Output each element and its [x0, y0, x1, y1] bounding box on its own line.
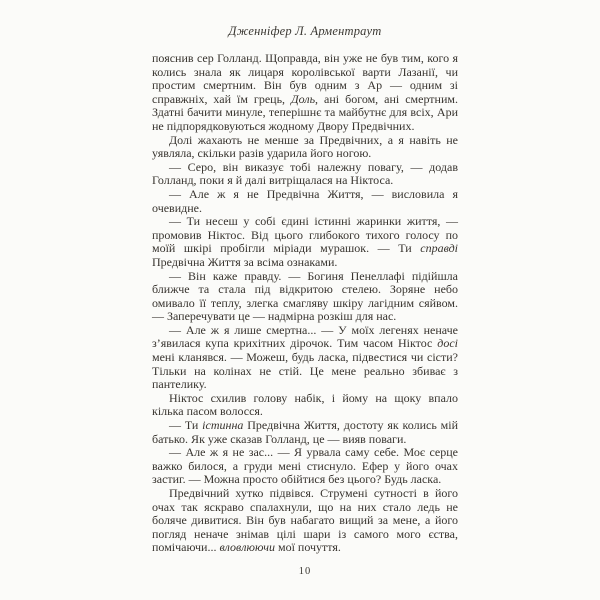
text-run: мені кланявся. — Можеш, будь ласка, підвестися чи сісти? Тільки на колінах не стій. Це мене реально збиває з пантелику.: [152, 350, 458, 392]
paragraph: [152, 446, 458, 487]
paragraph: [152, 487, 458, 555]
paragraph: [152, 419, 458, 446]
text-run: — Серо, він виказує тобі належну повагу, — додав Голланд, поки я й далі витріщалася на Ніктоса.: [152, 159, 458, 188]
text-run: мої почуття.: [274, 540, 341, 555]
italic-text-run: вловлюючи: [219, 540, 275, 555]
paragraph: [152, 392, 458, 419]
text-run: пояснив сер Голланд. Щоправда, він уже не був тим, кого я колись знала як лицаря королівської варти Лазанії, чи простим смертним. Він був одним з Ар — одним зі справжніх, хай їм грець,: [152, 51, 458, 106]
italic-text-run: справді: [420, 241, 458, 256]
paragraph: [152, 188, 458, 215]
text-run: Предвічний хутко підвівся. Струмені сутності в його очах так яскраво спалахнули, що на них стало ледь не боляче дивитися. Він був набагато вищий за мене, а його погляд неначе знімав цілі шари із самого мого єства, помічаючи...: [152, 486, 458, 555]
page-number: 10: [298, 566, 312, 577]
paragraph: [152, 215, 458, 269]
text-run: — Але ж я не зас... — Я урвала саму себе. Моє серце важко билося, а груди мені стиснуло. Ефер у його очах застиг. — Можна просто обійтися без цього? Будь ласка.: [152, 445, 458, 487]
text-run: — Але ж я не Предвічна Життя, — висловила я очевидне.: [152, 186, 458, 215]
italic-text-run: істинна: [202, 418, 244, 433]
paragraph: [152, 161, 458, 188]
paragraph: [152, 270, 458, 324]
running-header: Дженніфер Л. Арментраут: [228, 24, 382, 38]
text-run: — Але ж я лише смертна... — У моїх легенях неначе з’явилася купа крихітних дірочок. Тим часом Ніктос: [152, 322, 458, 351]
paragraph: [152, 52, 458, 134]
text-run: , ані богом, ані смертним. Здатні бачити минуле, теперішнє та майбутнє для всіх, Ари не підпорядковуються жодному Двору Предвічних.: [152, 91, 458, 133]
text-run: — Ти несеш у собі єдині істинні жаринки життя, — промовив Ніктос. Від цього глибокого тихого голосу по моїй шкірі пробігли міріади мурашок. — Ти: [152, 214, 458, 256]
italic-text-run: досі: [437, 336, 458, 351]
text-run: Предвічна Життя за всіма ознаками.: [152, 254, 338, 269]
text-run: Долі жахають не менше за Предвічних, а я навіть не уявляла, скільки разів ударила його ногою.: [152, 132, 458, 161]
text-run: — Він каже правду. — Богиня Пенеллафі підійшла ближче та стала під відкритою стелею. Зоряне небо омивало її теплу, злегка смагляву шкіру лагідним сяйвом. — Заперечувати це — надмірна розкіш для нас.: [152, 268, 458, 324]
paragraph: [152, 324, 458, 392]
italic-text-run: Доль: [291, 91, 316, 106]
paragraph: [152, 134, 458, 161]
text-run: Ніктос схилив голову набік, і йому на щоку впало кілька пасом волосся.: [152, 390, 458, 419]
text-run: Предвічна Життя, достоту як колись мій батько. Як уже сказав Голланд, це — вияв поваги.: [152, 418, 458, 446]
text-run: — Ти: [169, 418, 203, 433]
page-body: [152, 52, 458, 555]
